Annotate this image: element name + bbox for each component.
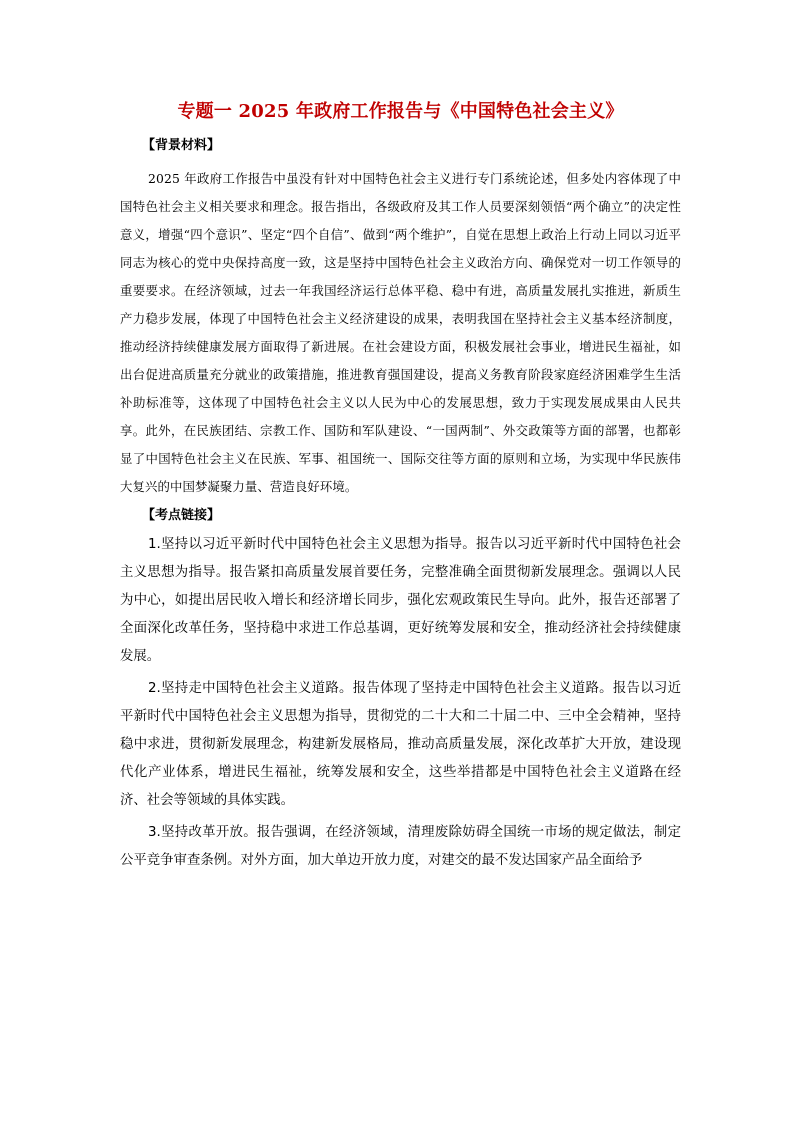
exam-point-1: 1.坚持以习近平新时代中国特色社会主义思想为指导。报告以习近平新时代中国特色社会主义思想为指导。报告紧扣高质量发展首要任务，完整准确全面贯彻新发展理念。强调以人民为中心，如提出居民收入增长和经济增长同步，强化宏观政策民生导向。此外，报告还部署了全面深化改革任务，坚持稳中求进工作总基调，更好统筹发展和安全，推动经济社会持续健康发展。 (120, 537, 681, 664)
background-paragraph: 2025 年政府工作报告中虽没有针对中国特色社会主义进行专门系统论述，但多处内容体现了中国特色社会主义相关要求和理念。报告指出，各级政府及其工作人员要深刻领悟“两个确立”的决定性意义，增强“四个意识”、坚定“四个自信”、做到“两个维护”，自觉在思想上政治上行动上同以习近平同志为核心的党中央保持高度一致，这是坚持中国特色社会主义政治方向、确保党对一切工作领导的重要要求。在经济领域，过去一年我国经济运行总体平稳、稳中有进，高质量发展扎实推进，新质生产力稳步发展，体现了中国特色社会主义经济建设的成果，表明我国在坚持社会主义基本经济制度，推动经济持续健康发展方面取得了新进展。在社会建设方面，积极发展社会事业，增进民生福祉，如出台促进高质量充分就业的政策措施，推进教育强国建设，提高义务教育阶段家庭经济困难学生生活补助标准等，这体现了中国特色社会主义以人民为中心的发展思想，致力于实现发展成果由人民共享。此外，在民族团结、宗教工作、国防和军队建设、“一国两制”、外交政策等方面的部署，也都彰显了中国特色社会主义在民族、军事、祖国统一、国际交往等方面的原则和立场，为实现中华民族伟大复兴的中国梦凝聚力量、营造良好环境。 (120, 171, 681, 494)
links-heading: 【考点链接】 (142, 508, 221, 523)
exam-point-2: 2.坚持走中国特色社会主义道路。报告体现了坚持走中国特色社会主义道路。报告以习近平新时代中国特色社会主义思想为指导，贯彻党的二十大和二十届二中、三中全会精神，坚持稳中求进，贯彻新发展理念，构建新发展格局，推动高质量发展，深化改革扩大开放，建设现代化产业体系，增进民生福祉，统筹发展和安全，这些举措都是中国特色社会主义道路在经济、社会等领域的具体实践。 (120, 681, 681, 808)
exam-point-3: 3.坚持改革开放。报告强调，在经济领域，清理废除妨碍全国统一市场的规定做法，制定公平竞争审查条例。对外方面，加大单边开放力度，对建交的最不发达国家产品全面给予 (120, 825, 681, 868)
background-heading: 【背景材料】 (142, 138, 221, 153)
document-title: 专题一 2025 年政府工作报告与《中国特色社会主义》 (177, 101, 624, 122)
document-body (120, 100, 681, 879)
